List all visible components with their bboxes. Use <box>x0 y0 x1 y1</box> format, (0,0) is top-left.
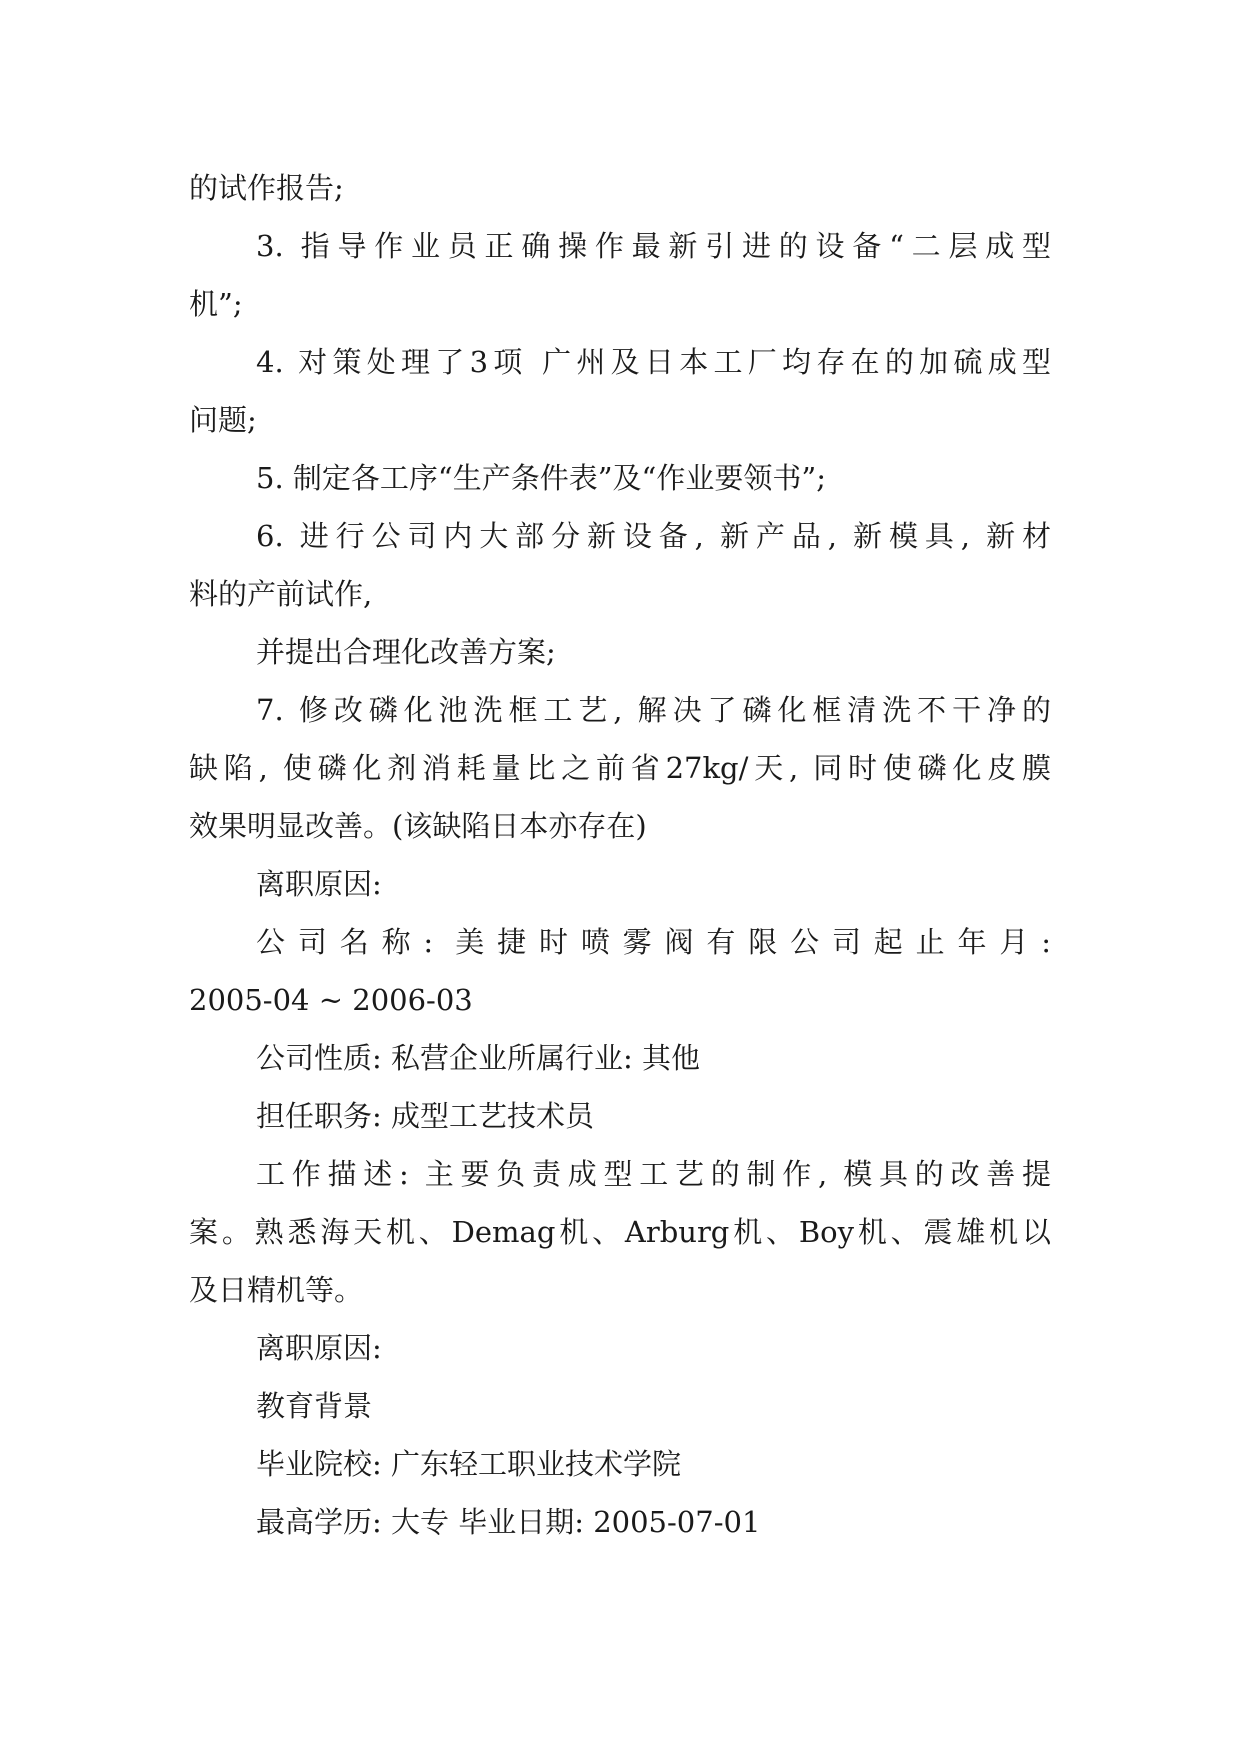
text-line: 4. 对策处理了3项 广州及日本工厂均存在的加硫成型 <box>256 345 1051 379</box>
text-line: 3. 指导作业员正确操作最新引进的设备“二层成型 <box>256 229 1051 263</box>
text-line: 工作描述: 主要负责成型工艺的制作, 模具的改善提 <box>256 1157 1051 1191</box>
text-line: 料的产前试作, <box>189 577 373 611</box>
text-line: 的试作报告; <box>189 171 344 205</box>
text-line: 6. 进行公司内大部分新设备, 新产品, 新模具, 新材 <box>256 519 1051 553</box>
text-line: 担任职务: 成型工艺技术员 <box>256 1099 594 1133</box>
text-line: 5. 制定各工序“生产条件表”及“作业要领书”; <box>256 461 826 495</box>
text-line: 公司名称: 美捷时喷雾阀有限公司起止年月: <box>256 925 1051 959</box>
text-line: 效果明显改善。(该缺陷日本亦存在) <box>189 809 647 843</box>
text-line: 案。熟悉海天机、Demag机、Arburg机、Boy机、震雄机以 <box>189 1215 1051 1249</box>
text-line: 2005-04 ~ 2006-03 <box>189 983 473 1017</box>
text-line: 问题; <box>189 403 257 437</box>
text-line: 公司性质: 私营企业所属行业: 其他 <box>256 1041 700 1075</box>
section-heading: 教育背景 <box>256 1389 373 1423</box>
text-line: 及日精机等。 <box>189 1273 364 1307</box>
text-line: 最高学历: 大专 毕业日期: 2005-07-01 <box>256 1505 761 1539</box>
text-line: 毕业院校: 广东轻工职业技术学院 <box>256 1447 681 1481</box>
text-line: 并提出合理化改善方案; <box>256 635 556 669</box>
text-line: 离职原因: <box>256 1331 382 1365</box>
text-line: 缺陷, 使磷化剂消耗量比之前省27kg/天, 同时使磷化皮膜 <box>189 751 1051 785</box>
text-line: 离职原因: <box>256 867 382 901</box>
text-line: 7. 修改磷化池洗框工艺, 解决了磷化框清洗不干净的 <box>256 693 1051 727</box>
text-line: 机”; <box>189 287 243 321</box>
